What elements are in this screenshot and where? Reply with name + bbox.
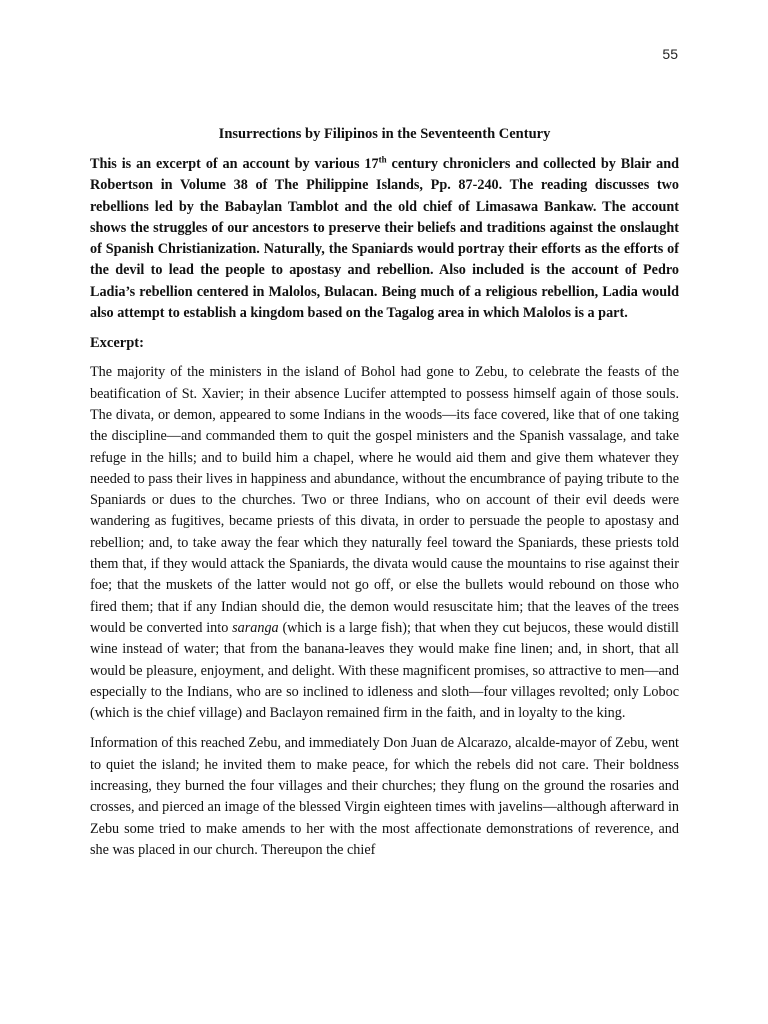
paragraph-1-text-start: The majority of the ministers in the island of Bohol had gone to Zebu, to celebrate the feasts of the beatification of St. Xavier; in their absence Lucifer attempted to possess himself again of those souls. The divata, or demon, appeared to some Indians in the woods—its face covered, like that of one taking the discipline—and commanded them to quit the gospel ministers and the Spanish vassalage, and take refuge in the hills; and to build him a chapel, where he would aid them and give them whatever they needed to pass their lives in happiness and abundance, without the encumbrance of paying tribute to the Spaniards or dues to the churches. Two or three Indians, who on account of their evil deeds were wandering as fugitives, became priests of this divata, in order to persuade the people to apostasy and rebellion; and, to take away the fear which they naturally feel toward the Spaniards, these priests told them that, if they would attack the Spaniards, the divata would cause the mountains to rise against their foe; that the muskets of the latter would not go off, or else the bullets would rebound on those who fired them; that if any Indian should die, the demon would resuscitate him; that the leaves of the trees would be converted into xyxy=(90,364,680,636)
excerpt-paragraph-2: Information of this reached Zebu, and immediately Don Juan de Alcarazo, alcalde-mayor of Zebu, went to quiet the island; he invited them to make peace, for which the rebels did not care. Their boldness increasing, they burned the four villages and their churches; they flung on the ground the rosaries and crosses, and pierced an image of the blessed Virgin eighteen times with javelins—although afterward in Zebu some tried to make amends to her with the most affectionate demonstrations of reverence, and she was placed in our church. Thereupon the chief xyxy=(90,735,679,858)
excerpt-heading: Excerpt: xyxy=(90,335,144,352)
page-number: 55 xyxy=(662,46,678,62)
excerpt-paragraph-1 xyxy=(90,362,679,724)
intro-text-start: This is an excerpt of an account by various 17 xyxy=(90,156,379,172)
intro-text-end: century chroniclers and collected by Blair and Robertson in Volume 38 of The Philippine Islands, Pp. 87-240. The reading discusses two rebellions led by the Babaylan Tamblot and the old chief of Limasawa Bankaw. The account shows the struggles of our ancestors to preserve their beliefs and traditions against the onslaught of Spanish Christianization. Naturally, the Spaniards would portray their efforts as the efforts of the devil to lead the people to apostasy and rebellion. Also included is the account of Pedro Ladia’s rebellion centered in Malolos, Bulacan. Being much of a religious rebellion, Ladia would also attempt to establish a kingdom based on the Tagalog area in which Malolos is a part. xyxy=(90,156,680,322)
ordinal-suffix: th xyxy=(378,154,387,165)
intro-paragraph xyxy=(90,154,679,324)
paragraph-1-text-end: (which is a large fish); that when they cut bejucos, these would distill wine instead of water; that from the banana-leaves they would make fine linen; and, in short, that all would be pleasure, enjoyment, and delight. With these magnificent promises, so attractive to men—and especially to the Indians, who are so inclined to idleness and sloth—four villages revolted; only Loboc (which is the chief village) and Baclayon remained firm in the faith, and in loyalty to the king. xyxy=(90,619,679,722)
document-title: Insurrections by Filipinos in the Seventeenth Century xyxy=(218,126,551,142)
italic-term: saranga xyxy=(232,619,279,636)
document-body xyxy=(90,124,679,870)
